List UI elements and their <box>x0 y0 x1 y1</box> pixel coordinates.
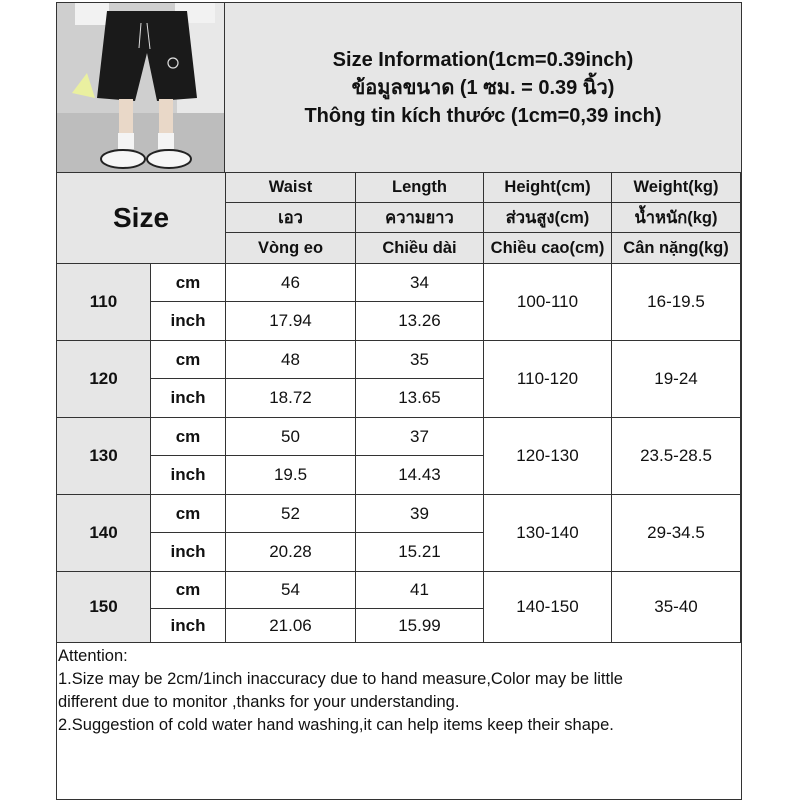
waist-inch-value: 18.72 <box>226 379 356 418</box>
weight-value: 23.5-28.5 <box>612 418 741 495</box>
size-value: 120 <box>57 341 151 418</box>
attention-line-3: 2.Suggestion of cold water hand washing,it can help items keep their shape. <box>58 716 614 734</box>
header-weight-3: Cân nặng(kg) <box>612 233 741 264</box>
length-cm-value: 34 <box>356 264 484 302</box>
length-inch-value: 13.26 <box>356 302 484 341</box>
weight-value: 29-34.5 <box>612 495 741 572</box>
header-length-2: ความยาว <box>356 203 484 233</box>
unit-inch-label: inch <box>151 456 226 495</box>
unit-cm-label: cm <box>151 495 226 533</box>
size-info-banner <box>225 3 741 172</box>
length-inch-value: 15.99 <box>356 609 484 643</box>
unit-cm-label: cm <box>151 572 226 609</box>
attention-line-1: 1.Size may be 2cm/1inch inaccuracy due to hand measure,Color may be little <box>58 670 623 688</box>
size-value: 150 <box>57 572 151 643</box>
height-value: 100-110 <box>484 264 612 341</box>
waist-cm-value: 54 <box>226 572 356 609</box>
height-value: 130-140 <box>484 495 612 572</box>
unit-cm-label: cm <box>151 264 226 302</box>
length-inch-value: 14.43 <box>356 456 484 495</box>
waist-inch-value: 17.94 <box>226 302 356 341</box>
unit-cm-label: cm <box>151 418 226 456</box>
header-length-1: Length <box>356 173 484 203</box>
size-header: Size <box>57 173 226 264</box>
unit-inch-label: inch <box>151 379 226 418</box>
attention-notes <box>58 645 738 737</box>
waist-inch-value: 20.28 <box>226 533 356 572</box>
size-value: 140 <box>57 495 151 572</box>
header-height-2: ส่วนสูง(cm) <box>484 203 612 233</box>
product-photo <box>57 3 225 172</box>
size-info-english: Size Information(1cm=0.39inch) <box>332 48 634 71</box>
header-length-3: Chiều dài <box>356 233 484 264</box>
attention-title: Attention: <box>58 647 128 665</box>
header-height-1: Height(cm) <box>484 173 612 203</box>
height-value: 120-130 <box>484 418 612 495</box>
waist-inch-value: 19.5 <box>226 456 356 495</box>
unit-cm-label: cm <box>151 341 226 379</box>
height-value: 140-150 <box>484 572 612 643</box>
header-weight-1: Weight(kg) <box>612 173 741 203</box>
weight-value: 16-19.5 <box>612 264 741 341</box>
header-weight-2: น้ำหนัก(kg) <box>612 203 741 233</box>
unit-inch-label: inch <box>151 302 226 341</box>
size-info-vietnamese: Thông tin kích thước (1cm=0,39 inch) <box>304 104 662 127</box>
length-inch-value: 13.65 <box>356 379 484 418</box>
size-value: 110 <box>57 264 151 341</box>
unit-inch-label: inch <box>151 609 226 643</box>
header-waist-1: Waist <box>226 173 356 203</box>
weight-value: 35-40 <box>612 572 741 643</box>
length-inch-value: 15.21 <box>356 533 484 572</box>
size-value: 130 <box>57 418 151 495</box>
length-cm-value: 39 <box>356 495 484 533</box>
waist-inch-value: 21.06 <box>226 609 356 643</box>
waist-cm-value: 52 <box>226 495 356 533</box>
header-waist-2: เอว <box>226 203 356 233</box>
product-photo-illustration <box>57 3 225 172</box>
waist-cm-value: 50 <box>226 418 356 456</box>
attention-line-2: different due to monitor ,thanks for your understanding. <box>58 693 460 711</box>
header-height-3: Chiều cao(cm) <box>484 233 612 264</box>
waist-cm-value: 48 <box>226 341 356 379</box>
length-cm-value: 35 <box>356 341 484 379</box>
unit-inch-label: inch <box>151 533 226 572</box>
size-info-thai: ข้อมูลขนาด (1 ซม. = 0.39 นิ้ว) <box>351 76 615 99</box>
length-cm-value: 37 <box>356 418 484 456</box>
waist-cm-value: 46 <box>226 264 356 302</box>
header-waist-3: Vòng eo <box>226 233 356 264</box>
weight-value: 19-24 <box>612 341 741 418</box>
height-value: 110-120 <box>484 341 612 418</box>
length-cm-value: 41 <box>356 572 484 609</box>
